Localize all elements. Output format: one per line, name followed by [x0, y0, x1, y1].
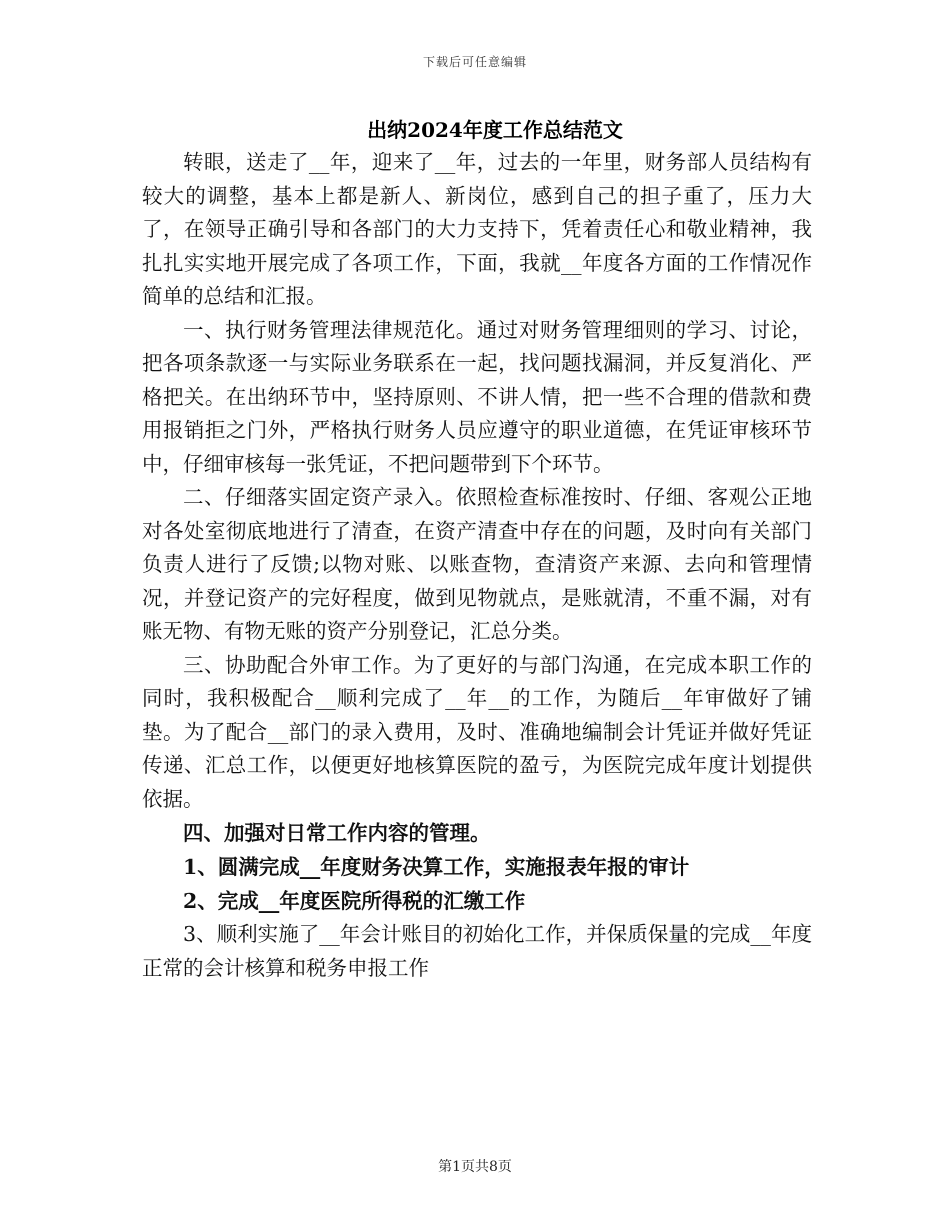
document-title: 出纳2024年度工作总结范文	[367, 118, 623, 142]
list-item-3: 3、顺利实施了__年会计账目的初始化工作，并保质保量的完成__年度正常的会计核算和税务申报工作	[142, 922, 812, 980]
list-item-1: 1、圆满完成__年度财务决算工作，实施报表年报的审计	[183, 855, 690, 879]
list-item-2: 2、完成__年度医院所得税的汇缴工作	[183, 889, 526, 913]
paragraph-section-1: 一、执行财务管理法律规范化。通过对财务管理细则的学习、讨论，把各项条款逐一与实际业务联系在一起，找问题找漏洞，并反复消化、严格把关。在出纳环节中，坚持原则、不讲人情，把一些不合理的借款和费用报销拒之门外，严格执行财务人员应遵守的职业道德，在凭证审核环节中，仔细审核每一张凭证，不把问题带到下个环节。	[142, 317, 812, 476]
paragraph-section-3: 三、协助配合外审工作。为了更好的与部门沟通，在完成本职工作的同时，我积极配合__顺利完成了__年__的工作，为随后__年审做好了铺垫。为了配合__部门的录入费用，及时、准确地编制会计凭证并做好凭证传递、汇总工作，以便更好地核算医院的盈亏，为医院完成年度计划提供依据。	[142, 652, 812, 811]
paragraph-section-2: 二、仔细落实固定资产录入。依照检查标准按时、仔细、客观公正地对各处室彻底地进行了清查，在资产清查中存在的问题，及时向有关部门负责人进行了反馈;以物对账、以账查物，查清资产来源、去向和管理情况，并登记资产的完好程度，做到见物就点，是账就清，不重不漏，对有账无物、有物无账的资产分别登记，汇总分类。	[142, 485, 812, 643]
paragraph-intro: 转眼，送走了__年，迎来了__年，过去的一年里，财务部人员结构有较大的调整，基本上都是新人、新岗位，感到自己的担子重了，压力大了，在领导正确引导和各部门的大力支持下，凭着责任心和敬业精神，我扎扎实实地开展完成了各项工作，下面，我就__年度各方面的工作情况作简单的总结和汇报。	[142, 150, 812, 308]
header-note: 下载后可任意编辑	[422, 55, 527, 69]
document-body	[142, 146, 812, 985]
heading-section-4: 四、加强对日常工作内容的管理。	[183, 821, 491, 845]
page-number: 第1页共8页	[438, 1159, 512, 1175]
